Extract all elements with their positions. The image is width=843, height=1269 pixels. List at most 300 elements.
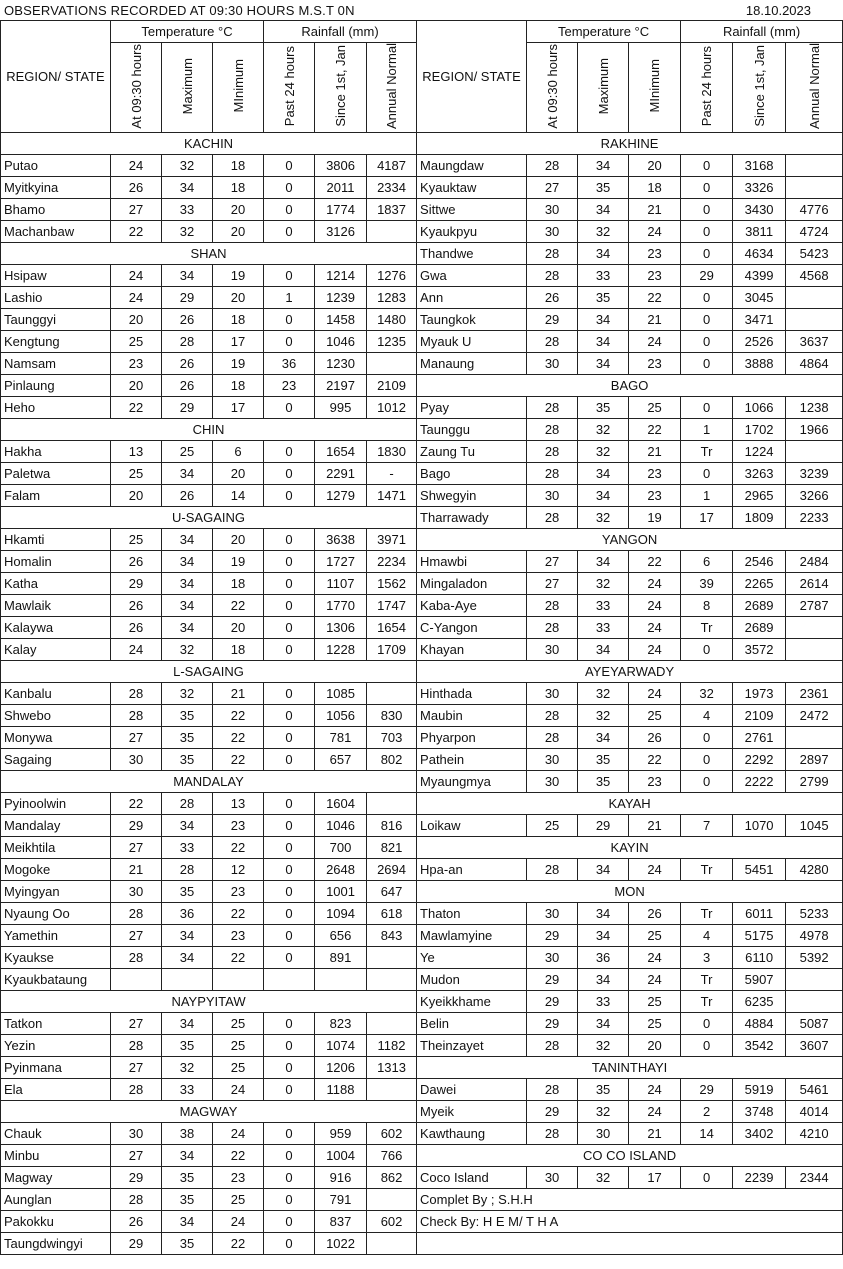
rain-annual-normal-cell: 4978 (786, 925, 843, 947)
table-row (1, 397, 843, 419)
rain-24h-cell: 1 (681, 485, 733, 507)
temp-min-cell: 25 (213, 1035, 264, 1057)
temp-max-cell: 35 (162, 1167, 213, 1189)
temp-max-cell: 32 (162, 221, 213, 243)
col-header-maximum: Maximum (578, 43, 629, 133)
temp-min-cell: 19 (213, 551, 264, 573)
col-header-since-jan: Since 1st, Jan (315, 43, 367, 133)
rain-24h-cell: 0 (264, 947, 315, 969)
rain-since-jan-cell: 1085 (315, 683, 367, 705)
rain-annual-normal-cell: 1045 (786, 815, 843, 837)
temp-min-cell: 23 (629, 243, 681, 265)
temp-0930-cell: 30 (527, 485, 578, 507)
station-name: Pyay (417, 397, 527, 419)
temp-max-cell: 34 (578, 353, 629, 375)
rain-24h-cell: 0 (681, 1167, 733, 1189)
station-name: Pyinoolwin (1, 793, 111, 815)
temp-min-cell: 24 (213, 1079, 264, 1101)
temp-min-cell: 25 (213, 1189, 264, 1211)
temp-max-cell: 29 (162, 397, 213, 419)
section-header: NAYPYITAW (1, 991, 417, 1013)
rain-24h-cell: 0 (264, 463, 315, 485)
temp-max-cell: 35 (162, 1035, 213, 1057)
temp-0930-cell: 30 (527, 199, 578, 221)
rain-annual-normal-cell (786, 441, 843, 463)
temp-max-cell: 32 (578, 221, 629, 243)
temp-min-cell: 24 (629, 683, 681, 705)
rain-since-jan-cell: 3806 (315, 155, 367, 177)
temp-max-cell: 32 (162, 639, 213, 661)
station-name: Hakha (1, 441, 111, 463)
rain-annual-normal-cell: 1654 (367, 617, 417, 639)
temp-0930-cell: 28 (527, 705, 578, 727)
temp-max-cell: 29 (162, 287, 213, 309)
temp-max-cell: 25 (162, 441, 213, 463)
temp-max-cell: 34 (578, 969, 629, 991)
table-row (1, 705, 843, 727)
temp-0930-cell: 28 (111, 903, 162, 925)
rain-since-jan-cell: 916 (315, 1167, 367, 1189)
rain-since-jan-cell: 2546 (733, 551, 786, 573)
temp-min-cell: 25 (629, 991, 681, 1013)
temp-min-cell: 24 (629, 947, 681, 969)
rain-annual-normal-cell: 1747 (367, 595, 417, 617)
rain-24h-cell: 0 (264, 639, 315, 661)
col-header-past24: Past 24 hours (264, 43, 315, 133)
station-name: Taungdwingyi (1, 1233, 111, 1255)
rain-24h-cell: 0 (264, 1145, 315, 1167)
rain-24h-cell: 0 (264, 331, 315, 353)
rain-since-jan-cell: 1224 (733, 441, 786, 463)
rain-annual-normal-cell: 1830 (367, 441, 417, 463)
temp-max-cell: 32 (578, 507, 629, 529)
empty-cell (417, 1233, 843, 1255)
temp-max-cell: 32 (578, 683, 629, 705)
temp-min-cell: 24 (629, 331, 681, 353)
station-name: Namsam (1, 353, 111, 375)
col-header-0930: At 09:30 hours (527, 43, 578, 133)
station-name: Thaton (417, 903, 527, 925)
temp-max-cell: 34 (162, 925, 213, 947)
rain-since-jan-cell: 781 (315, 727, 367, 749)
temp-0930-cell: 30 (527, 903, 578, 925)
station-name: Kalaywa (1, 617, 111, 639)
rain-since-jan-cell: 5175 (733, 925, 786, 947)
temp-0930-cell: 27 (111, 199, 162, 221)
temp-max-cell: 34 (578, 925, 629, 947)
temp-max-cell: 34 (162, 573, 213, 595)
rain-annual-normal-cell: 5233 (786, 903, 843, 925)
rain-since-jan-cell: 4634 (733, 243, 786, 265)
rain-since-jan-cell: 2526 (733, 331, 786, 353)
temp-min-cell: 24 (629, 639, 681, 661)
table-row (1, 485, 843, 507)
rain-since-jan-cell: 791 (315, 1189, 367, 1211)
temp-max-cell: 26 (162, 485, 213, 507)
rain-annual-normal-cell: 1283 (367, 287, 417, 309)
table-row (1, 969, 843, 991)
rain-since-jan-cell: 1188 (315, 1079, 367, 1101)
table-row (1, 1189, 843, 1211)
station-name: Magway (1, 1167, 111, 1189)
station-name: Kyauktaw (417, 177, 527, 199)
temp-min-cell: 17 (213, 397, 264, 419)
table-row (1, 221, 843, 243)
rain-24h-cell: 0 (681, 771, 733, 793)
temp-min-cell: 23 (629, 353, 681, 375)
temp-0930-cell: 20 (111, 309, 162, 331)
rain-since-jan-cell: 1654 (315, 441, 367, 463)
rain-24h-cell: 17 (681, 507, 733, 529)
table-row (1, 859, 843, 881)
station-name: Pathein (417, 749, 527, 771)
temp-0930-cell: 29 (527, 1013, 578, 1035)
temp-0930-cell: 24 (111, 155, 162, 177)
rain-since-jan-cell: 1230 (315, 353, 367, 375)
temp-max-cell: 34 (578, 485, 629, 507)
temp-max-cell: 35 (162, 1189, 213, 1211)
temp-max-cell: 35 (578, 177, 629, 199)
report-title: OBSERVATIONS RECORDED AT 09:30 HOURS M.S.T 0N (4, 3, 355, 18)
temp-0930-cell: 24 (111, 639, 162, 661)
table-row (1, 551, 843, 573)
station-name: Shwegyin (417, 485, 527, 507)
rain-since-jan-cell: 4884 (733, 1013, 786, 1035)
rain-24h-cell: 29 (681, 265, 733, 287)
table-row (1, 903, 843, 925)
station-name: Homalin (1, 551, 111, 573)
temp-0930-cell: 24 (111, 265, 162, 287)
temp-min-cell: 14 (213, 485, 264, 507)
temp-max-cell: 34 (578, 551, 629, 573)
table-row (1, 1211, 843, 1233)
temp-max-cell: 34 (162, 265, 213, 287)
temp-0930-cell: 25 (111, 463, 162, 485)
temp-0930-cell: 26 (111, 595, 162, 617)
temp-min-cell: 24 (629, 573, 681, 595)
station-name: Tatkon (1, 1013, 111, 1035)
rain-24h-cell: 0 (264, 1123, 315, 1145)
rain-annual-normal-cell (786, 639, 843, 661)
temp-min-cell: 18 (213, 155, 264, 177)
table-row (1, 573, 843, 595)
rain-24h-cell: 29 (681, 1079, 733, 1101)
footer-note: Complet By ; S.H.H (417, 1189, 843, 1211)
table-row (1, 1079, 843, 1101)
temp-max-cell: 34 (162, 1013, 213, 1035)
temp-min-cell: 24 (629, 1101, 681, 1123)
temp-min-cell: 17 (629, 1167, 681, 1189)
rain-24h-cell: 0 (264, 1057, 315, 1079)
temp-0930-cell (111, 969, 162, 991)
temp-max-cell: 33 (578, 595, 629, 617)
rain-24h-cell: 2 (681, 1101, 733, 1123)
temp-min-cell: 25 (213, 1013, 264, 1035)
section-header: TANINTHAYI (417, 1057, 843, 1079)
rain-24h-cell: 0 (264, 441, 315, 463)
rain-24h-cell: 0 (681, 749, 733, 771)
rain-annual-normal-cell: 4724 (786, 221, 843, 243)
rain-since-jan-cell: 1306 (315, 617, 367, 639)
station-name: Sittwe (417, 199, 527, 221)
temp-max-cell: 34 (578, 463, 629, 485)
section-header: YANGON (417, 529, 843, 551)
table-row (1, 947, 843, 969)
table-row (1, 199, 843, 221)
station-name: Monywa (1, 727, 111, 749)
temp-0930-cell: 28 (111, 683, 162, 705)
station-name: Putao (1, 155, 111, 177)
temp-min-cell: 17 (213, 331, 264, 353)
table-row (1, 243, 843, 265)
rain-24h-cell: 0 (264, 837, 315, 859)
temp-min-cell: 23 (213, 1167, 264, 1189)
rain-since-jan-cell: 1239 (315, 287, 367, 309)
table-row (1, 815, 843, 837)
temp-max-cell: 28 (162, 331, 213, 353)
temp-min-cell: 22 (629, 551, 681, 573)
rain-since-jan-cell: 2965 (733, 485, 786, 507)
rain-since-jan-cell: 1022 (315, 1233, 367, 1255)
temp-max-cell: 35 (162, 881, 213, 903)
temp-min-cell: 18 (629, 177, 681, 199)
rain-24h-cell: Tr (681, 617, 733, 639)
section-header: L-SAGAING (1, 661, 417, 683)
temp-0930-cell: 30 (111, 1123, 162, 1145)
temp-max-cell: 38 (162, 1123, 213, 1145)
station-name: Ann (417, 287, 527, 309)
station-name: Pakokku (1, 1211, 111, 1233)
section-header: AYEYARWADY (417, 661, 843, 683)
temp-min-cell (213, 969, 264, 991)
temp-max-cell: 32 (578, 1035, 629, 1057)
temp-min-cell: 23 (629, 485, 681, 507)
rain-annual-normal-cell: 4864 (786, 353, 843, 375)
temp-min-cell: 6 (213, 441, 264, 463)
temp-max-cell: 32 (578, 573, 629, 595)
rain-since-jan-cell: 3126 (315, 221, 367, 243)
temp-max-cell: 26 (162, 309, 213, 331)
temp-max-cell: 34 (162, 529, 213, 551)
temp-min-cell: 20 (629, 1035, 681, 1057)
rain-24h-cell: 0 (264, 551, 315, 573)
temp-max-cell: 34 (162, 463, 213, 485)
station-name: Thandwe (417, 243, 527, 265)
rain-24h-cell: 0 (681, 331, 733, 353)
rain-24h-cell: 0 (264, 727, 315, 749)
rain-24h-cell: 1 (681, 419, 733, 441)
temp-min-cell: 18 (213, 309, 264, 331)
table-row (1, 683, 843, 705)
station-name: Chauk (1, 1123, 111, 1145)
station-name: C-Yangon (417, 617, 527, 639)
station-name: Aunglan (1, 1189, 111, 1211)
rain-24h-cell: 0 (264, 573, 315, 595)
temp-max-cell: 35 (578, 771, 629, 793)
col-header-since-jan: Since 1st, Jan (733, 43, 786, 133)
report-date: 18.10.2023 (745, 3, 811, 18)
temp-min-cell: 25 (629, 705, 681, 727)
rain-since-jan-cell: 1046 (315, 815, 367, 837)
rain-24h-cell: 0 (264, 1167, 315, 1189)
temp-min-cell: 26 (629, 903, 681, 925)
temp-0930-cell: 30 (527, 353, 578, 375)
temp-min-cell: 18 (213, 639, 264, 661)
temp-min-cell: 20 (213, 221, 264, 243)
temp-min-cell: 22 (213, 947, 264, 969)
rain-annual-normal-cell: 1966 (786, 419, 843, 441)
rain-24h-cell: 0 (264, 1189, 315, 1211)
temp-max-cell: 34 (578, 903, 629, 925)
observations-table (0, 20, 843, 1255)
station-name: Kyaukse (1, 947, 111, 969)
temp-0930-cell: 28 (527, 1123, 578, 1145)
rain-since-jan-cell: 1206 (315, 1057, 367, 1079)
temp-max-cell: 34 (162, 595, 213, 617)
temp-max-cell: 34 (578, 727, 629, 749)
rain-since-jan-cell: 1727 (315, 551, 367, 573)
rain-annual-normal-cell: 843 (367, 925, 417, 947)
temp-max-cell: 34 (578, 309, 629, 331)
temp-max-cell: 34 (578, 331, 629, 353)
station-name: Kanbalu (1, 683, 111, 705)
temp-0930-cell: 27 (111, 1057, 162, 1079)
rain-since-jan-cell: 3542 (733, 1035, 786, 1057)
rain-annual-normal-cell: 1182 (367, 1035, 417, 1057)
rain-since-jan-cell: 2197 (315, 375, 367, 397)
temp-max-cell: 33 (578, 617, 629, 639)
station-name: Sagaing (1, 749, 111, 771)
rain-24h-cell: 14 (681, 1123, 733, 1145)
rain-24h-cell: 0 (681, 639, 733, 661)
table-row (1, 1123, 843, 1145)
temp-0930-cell: 21 (111, 859, 162, 881)
rain-annual-normal-cell: 2484 (786, 551, 843, 573)
rain-annual-normal-cell (367, 221, 417, 243)
rain-annual-normal-cell: 2234 (367, 551, 417, 573)
rain-annual-normal-cell: 647 (367, 881, 417, 903)
rain-24h-cell: 0 (264, 617, 315, 639)
temp-max-cell: 34 (578, 859, 629, 881)
station-name: Nyaung Oo (1, 903, 111, 925)
station-name: Shwebo (1, 705, 111, 727)
table-row (1, 617, 843, 639)
temp-max-cell: 33 (162, 837, 213, 859)
station-name: Taungkok (417, 309, 527, 331)
rain-since-jan-cell: 2292 (733, 749, 786, 771)
rain-24h-cell: Tr (681, 969, 733, 991)
rain-24h-cell: 0 (264, 705, 315, 727)
temp-min-cell: 24 (629, 221, 681, 243)
rain-24h-cell: 0 (264, 1035, 315, 1057)
station-name: Kyeikkhame (417, 991, 527, 1013)
temp-min-cell: 23 (629, 771, 681, 793)
rain-24h-cell: 0 (264, 397, 315, 419)
rain-24h-cell: 0 (264, 155, 315, 177)
temp-min-cell: 18 (213, 375, 264, 397)
temp-0930-cell: 26 (111, 1211, 162, 1233)
section-header: U-SAGAING (1, 507, 417, 529)
rain-24h-cell: 0 (264, 485, 315, 507)
rain-annual-normal-cell: 4014 (786, 1101, 843, 1123)
rain-annual-normal-cell: 1471 (367, 485, 417, 507)
rain-annual-normal-cell: 4568 (786, 265, 843, 287)
rain-24h-cell: 0 (264, 265, 315, 287)
rain-since-jan-cell: 1279 (315, 485, 367, 507)
temp-min-cell: 20 (213, 463, 264, 485)
col-header-past24: Past 24 hours (681, 43, 733, 133)
rain-24h-cell: 0 (264, 199, 315, 221)
temp-0930-cell: 30 (527, 221, 578, 243)
table-row (1, 793, 843, 815)
table-row (1, 925, 843, 947)
temp-min-cell: 19 (629, 507, 681, 529)
station-name: Falam (1, 485, 111, 507)
temp-max-cell: 33 (162, 199, 213, 221)
temp-max-cell: 34 (162, 815, 213, 837)
temp-0930-cell: 25 (527, 815, 578, 837)
rain-since-jan-cell: 891 (315, 947, 367, 969)
temp-max-cell: 35 (162, 1233, 213, 1255)
temp-max-cell: 36 (162, 903, 213, 925)
rain-annual-normal-cell (786, 155, 843, 177)
rain-since-jan-cell: 5451 (733, 859, 786, 881)
rain-annual-normal-cell: 802 (367, 749, 417, 771)
temp-max-cell: 28 (162, 859, 213, 881)
temp-0930-cell: 28 (527, 463, 578, 485)
table-row (1, 1167, 843, 1189)
section-header: KACHIN (1, 133, 417, 155)
station-name: Meikhtila (1, 837, 111, 859)
temp-0930-cell: 28 (111, 1189, 162, 1211)
rain-annual-normal-cell: 2897 (786, 749, 843, 771)
temp-0930-cell: 26 (527, 287, 578, 309)
temp-max-cell: 33 (578, 265, 629, 287)
temp-min-cell: 23 (213, 881, 264, 903)
rain-annual-normal-cell: 3266 (786, 485, 843, 507)
rain-annual-normal-cell: 4210 (786, 1123, 843, 1145)
temp-max-cell: 34 (162, 617, 213, 639)
temp-0930-cell: 26 (111, 617, 162, 639)
temp-max-cell: 34 (162, 1211, 213, 1233)
rain-annual-normal-cell: 1235 (367, 331, 417, 353)
rain-24h-cell: 0 (264, 683, 315, 705)
rain-since-jan-cell: 3430 (733, 199, 786, 221)
rain-since-jan-cell: 1809 (733, 507, 786, 529)
station-name: Ela (1, 1079, 111, 1101)
temp-0930-cell: 28 (527, 1079, 578, 1101)
rain-since-jan-cell: 3168 (733, 155, 786, 177)
temp-0930-cell: 28 (111, 947, 162, 969)
temp-0930-cell: 24 (111, 287, 162, 309)
rain-since-jan-cell: 3402 (733, 1123, 786, 1145)
rain-since-jan-cell: 5919 (733, 1079, 786, 1101)
temp-min-cell: 22 (213, 903, 264, 925)
temp-max-cell: 35 (578, 397, 629, 419)
rain-24h-cell: 7 (681, 815, 733, 837)
station-name: Taunggyi (1, 309, 111, 331)
temp-min-cell: 24 (629, 595, 681, 617)
temp-0930-cell: 27 (527, 177, 578, 199)
temp-max-cell: 34 (162, 177, 213, 199)
station-name: Tharrawady (417, 507, 527, 529)
station-name: Myeik (417, 1101, 527, 1123)
rain-annual-normal-cell (367, 1013, 417, 1035)
rain-24h-cell: 0 (681, 155, 733, 177)
rain-annual-normal-cell: 2344 (786, 1167, 843, 1189)
temp-max-cell: 32 (578, 1101, 629, 1123)
rain-since-jan-cell: 2109 (733, 705, 786, 727)
